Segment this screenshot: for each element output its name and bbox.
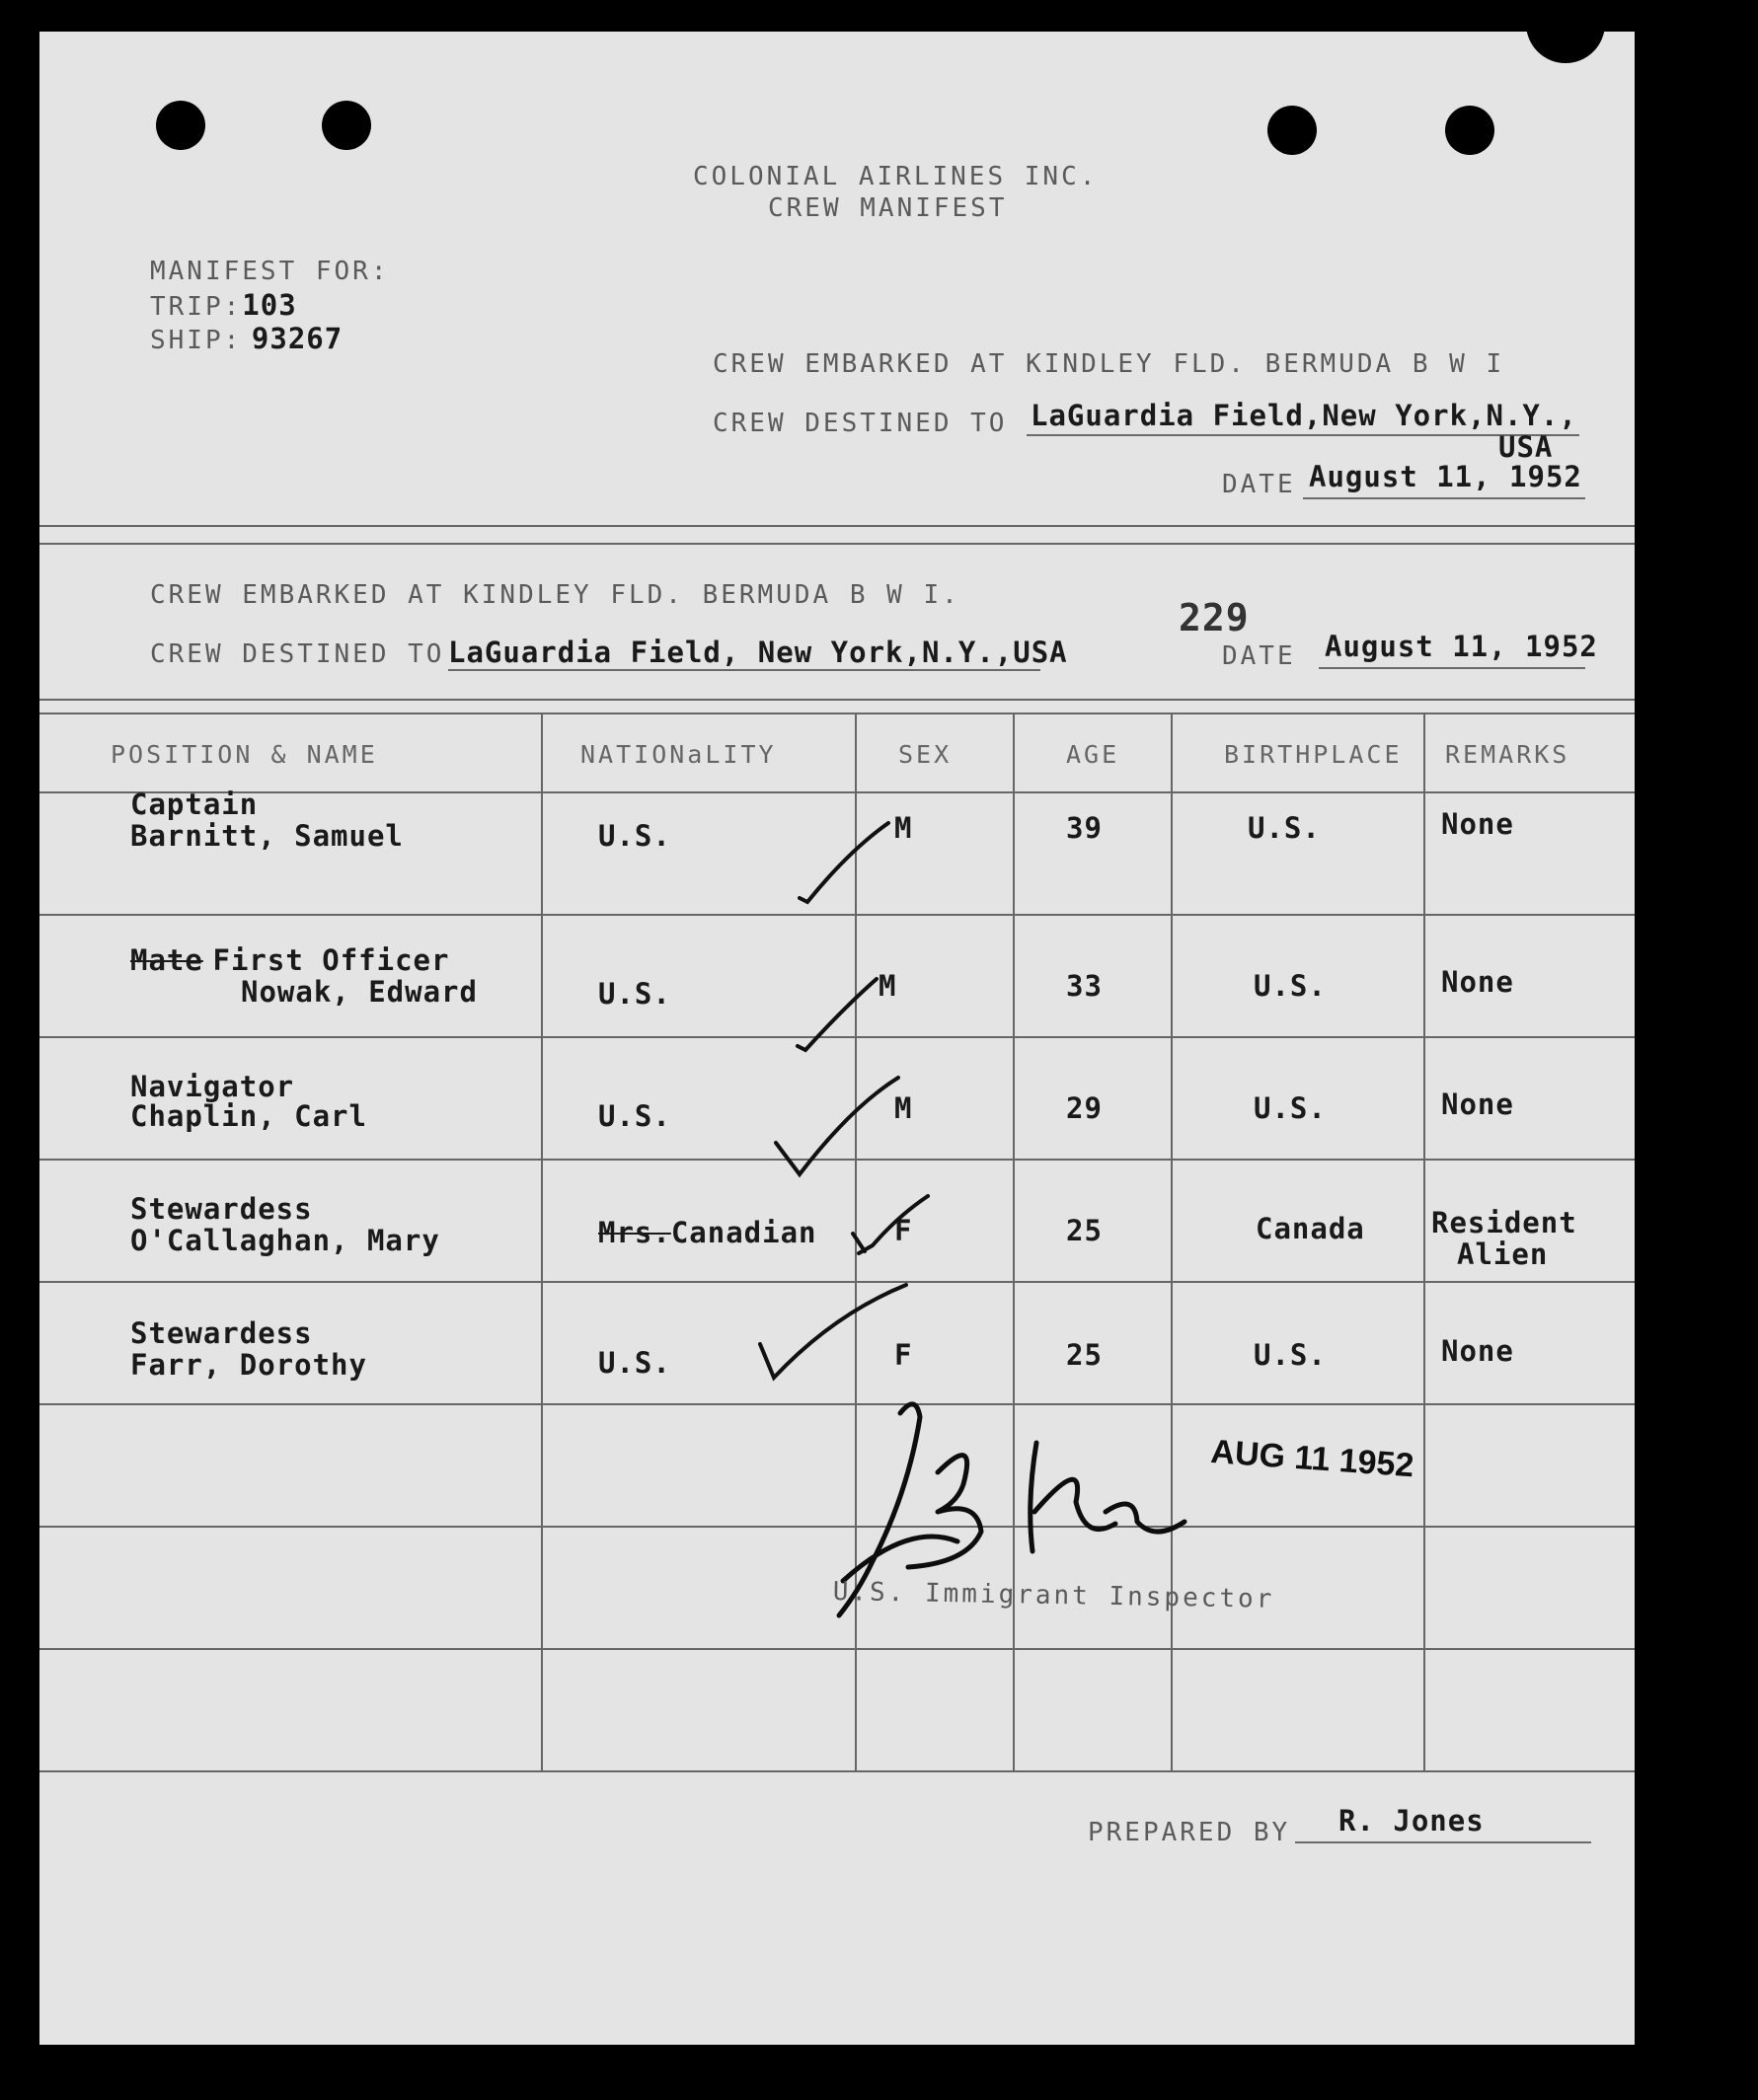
ship-line	[150, 322, 343, 355]
row2-name: Nowak, Edward	[241, 975, 478, 1009]
row2-nationality: U.S.	[598, 977, 671, 1011]
date-2: August 11, 1952	[1325, 630, 1598, 663]
torn-corner	[1526, 32, 1605, 63]
row4-birthplace: Canada	[1256, 1212, 1365, 1245]
row4-name: O'Callaghan, Mary	[130, 1224, 440, 1257]
ship-number: 93267	[251, 322, 344, 355]
date-underline-2	[1319, 667, 1585, 669]
row5-birthplace: U.S.	[1254, 1338, 1327, 1372]
check-marks	[740, 782, 977, 1393]
row4-remarks: Resident	[1431, 1206, 1577, 1239]
date-label-1: DATE	[1222, 470, 1296, 499]
row3-position: Navigator	[130, 1070, 295, 1103]
row2-position-line	[130, 943, 449, 977]
header-age: AGE	[1066, 740, 1120, 769]
row4-nationality: Canadian	[670, 1216, 817, 1249]
row1-position: Captain	[130, 788, 259, 821]
row4-position: Stewardess	[130, 1192, 313, 1226]
punch-hole	[1445, 106, 1494, 155]
prepared-by-label: PREPARED BY	[1088, 1818, 1291, 1847]
row5-name: Farr, Dorothy	[130, 1348, 367, 1382]
check-mark-row4	[853, 1196, 928, 1253]
check-mark-row2	[798, 979, 877, 1050]
prepared-by-name: R. Jones	[1338, 1804, 1485, 1838]
date-underline-1	[1303, 497, 1585, 499]
row3-age: 29	[1066, 1091, 1103, 1125]
divider	[39, 543, 1635, 545]
row2-remarks: None	[1441, 965, 1514, 999]
row4-nationality-struck: Mrs.	[598, 1216, 671, 1249]
header-birthplace: BIRTHPLACE	[1224, 740, 1403, 769]
row5-position: Stewardess	[130, 1316, 313, 1350]
row3-birthplace: U.S.	[1254, 1091, 1327, 1125]
destined-label-2: CREW DESTINED TO	[150, 639, 445, 669]
embarked-line-1: CREW EMBARKED AT KINDLEY FLD. BERMUDA B W I	[713, 349, 1505, 379]
row2-position-struck: Mate	[130, 943, 203, 977]
destination-underline-1	[1027, 434, 1579, 436]
row2-birthplace: U.S.	[1254, 969, 1327, 1003]
trip-label: TRIP:	[150, 292, 243, 322]
check-mark-row5	[760, 1285, 906, 1378]
manifest-for-label: MANIFEST FOR:	[150, 257, 390, 286]
header-nationality: NATIONaLITY	[580, 740, 777, 769]
document-title: CREW MANIFEST	[768, 193, 1008, 223]
ship-label: SHIP:	[150, 326, 243, 355]
punch-hole	[322, 101, 371, 150]
table-rule	[39, 712, 1635, 714]
row4-remarks-2: Alien	[1457, 1238, 1549, 1271]
row2-sex: M	[879, 969, 897, 1003]
row1-remarks: None	[1441, 807, 1514, 841]
divider	[39, 525, 1635, 527]
destination-1: LaGuardia Field,New York,N.Y.,	[1031, 399, 1577, 432]
date-stamp: AUG 11 1952	[1209, 1433, 1415, 1485]
check-mark-row3	[776, 1078, 898, 1174]
check-mark-row1	[800, 823, 888, 902]
destined-label-1: CREW DESTINED TO	[713, 409, 1008, 438]
column-rule	[541, 712, 543, 1770]
trip-line	[150, 288, 297, 322]
row5-remarks: None	[1441, 1334, 1514, 1368]
row5-sex: F	[894, 1338, 913, 1372]
destination-2: LaGuardia Field, New York,N.Y.,USA	[448, 636, 1068, 669]
inspector-title: U.S. Immigrant Inspector	[832, 1577, 1275, 1614]
company-name: COLONIAL AIRLINES INC.	[693, 162, 1099, 191]
prepared-by-underline	[1295, 1841, 1591, 1843]
manifest-sheet	[39, 32, 1635, 2045]
punch-hole	[156, 101, 205, 150]
punch-hole	[1267, 106, 1317, 155]
embarked-line-2: CREW EMBARKED AT KINDLEY FLD. BERMUDA B W I.	[150, 580, 960, 610]
row3-remarks: None	[1441, 1088, 1514, 1121]
row1-sex: M	[894, 811, 913, 845]
table-rule	[39, 699, 1635, 701]
row1-birthplace: U.S.	[1248, 811, 1321, 845]
table-rule	[39, 1648, 1635, 1650]
date-1: August 11, 1952	[1309, 460, 1582, 493]
trip-number: 103	[242, 288, 297, 322]
row2-position: First Officer	[212, 943, 450, 977]
destination-country-1: USA	[1498, 430, 1554, 464]
row3-nationality: U.S.	[598, 1099, 671, 1133]
header-position-name: POSITION & NAME	[111, 740, 378, 769]
table-rule	[39, 1770, 1635, 1772]
row1-nationality: U.S.	[598, 819, 671, 853]
row3-name: Chaplin, Carl	[130, 1099, 367, 1133]
destination-underline-2	[448, 669, 1040, 671]
column-rule	[1423, 712, 1425, 1770]
header-remarks: REMARKS	[1445, 740, 1570, 769]
row3-sex: M	[894, 1091, 913, 1125]
date-label-2: DATE	[1222, 641, 1296, 671]
row2-age: 33	[1066, 969, 1103, 1003]
header-sex: SEX	[898, 740, 953, 769]
row5-age: 25	[1066, 1338, 1103, 1372]
row4-age: 25	[1066, 1214, 1103, 1247]
row4-sex: F	[894, 1214, 913, 1247]
row5-nationality: U.S.	[598, 1346, 671, 1380]
row1-age: 39	[1066, 811, 1103, 845]
row1-name: Barnitt, Samuel	[130, 819, 404, 853]
entry-number: 229	[1179, 596, 1250, 639]
